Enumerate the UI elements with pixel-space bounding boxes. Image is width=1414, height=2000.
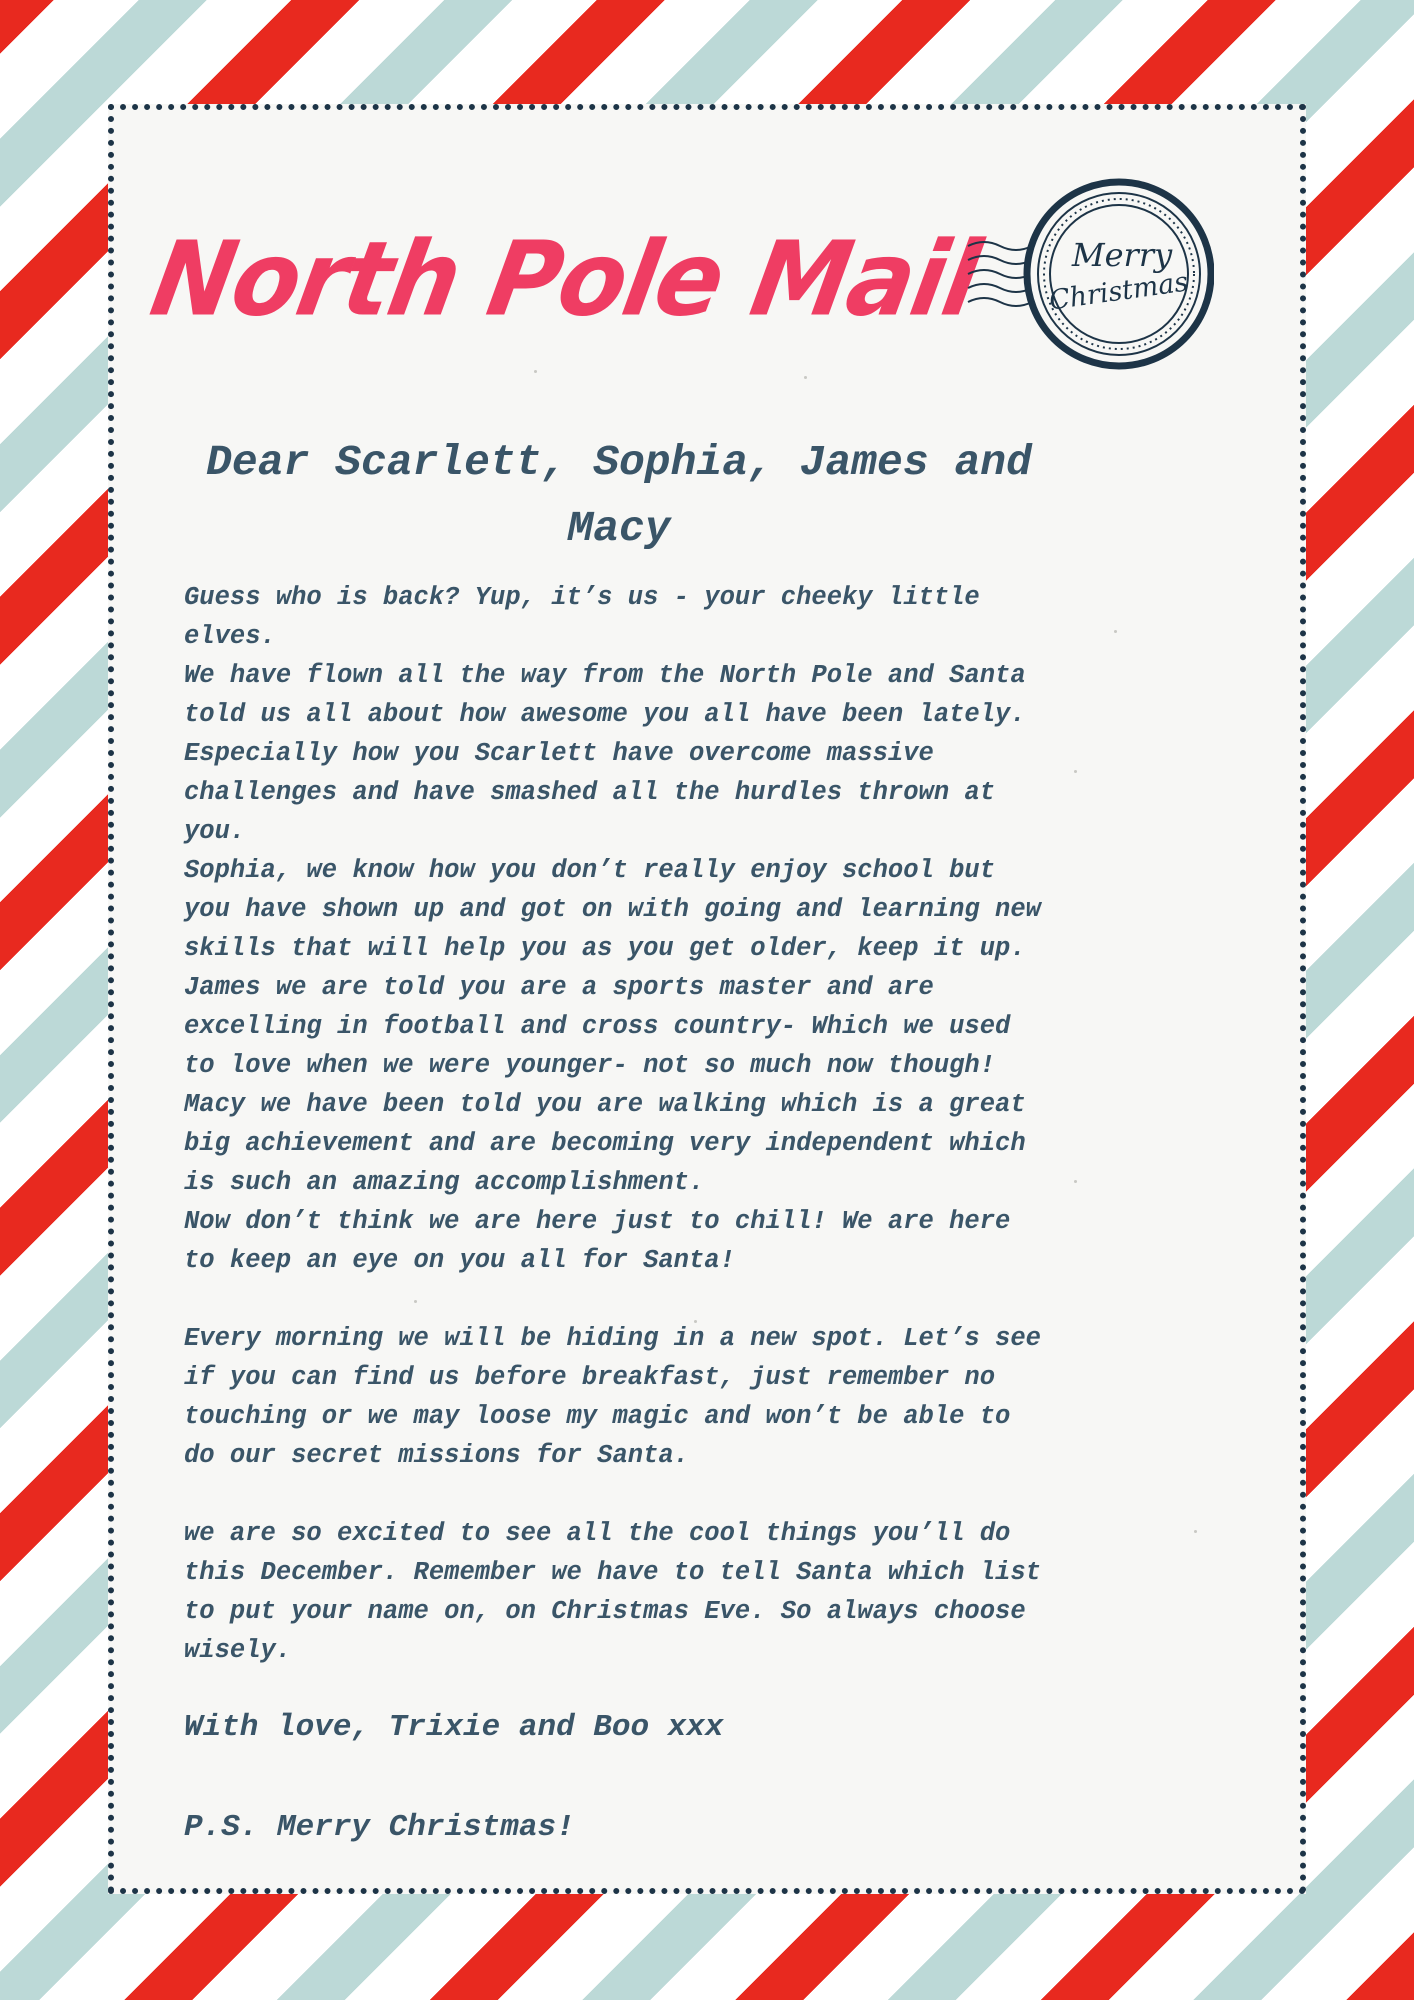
paper-speck	[804, 376, 807, 379]
paragraph-gap	[184, 1280, 1184, 1319]
paper-speck	[1074, 770, 1077, 773]
paper-speck	[1074, 1180, 1077, 1183]
paper-speck	[1194, 1530, 1197, 1533]
stamp-line-2: Christmas	[1047, 266, 1191, 317]
letter-postscript: P.S. Merry Christmas!	[184, 1810, 575, 1845]
body-paragraph-2: Every morning we will be hiding in a new spot. Let’s see if you can find us before breakfast, just remember no touching or we may loose my magic and won’t be able to do our secret missions for Santa.	[184, 1324, 1041, 1470]
letter-sheet	[108, 104, 1306, 1894]
paper-speck	[414, 1300, 417, 1303]
paper-speck	[534, 370, 537, 373]
postmark-stamp-icon	[964, 174, 1214, 374]
letter-signoff: With love, Trixie and Boo xxx	[184, 1710, 724, 1745]
body-paragraph-3: we are so excited to see all the cool things you’ll do this December. Remember we have to tell Santa which list to put your name on, on Christmas Eve. So always choose wisely.	[184, 1519, 1041, 1665]
letter-title: North Pole Mail	[142, 220, 987, 340]
paper-speck	[1114, 630, 1117, 633]
paper-speck	[694, 1320, 697, 1323]
letter-body	[184, 578, 1184, 1670]
paragraph-gap	[184, 1475, 1184, 1514]
body-paragraph-1: Guess who is back? Yup, it’s us - your cheeky little elves. We have flown all the way from the North Pole and Santa told us all about how awesome you all have been lately. Especially how you Scarlett have overcome massive challenges and have smashed all the hurdles thrown at you. Sophia, we know how you don’t really enjoy school but you have shown up and got on with going and learning new skills that will help you as you get older, keep it up. James we are told you are a sports master and are excelling in football and cross country- Which we used to love when we were younger- not so much now though! Macy we have been told you are walking which is a great big achievement and are becoming very independent which is such an amazing accomplishment. Now don’t think we are here just to chill! We are here to keep an eye on you all for Santa!	[184, 583, 1041, 1275]
stamp-line-1: Merry	[1071, 236, 1173, 274]
letter-greeting: Dear Scarlett, Sophia, James and Macy	[206, 438, 1032, 553]
